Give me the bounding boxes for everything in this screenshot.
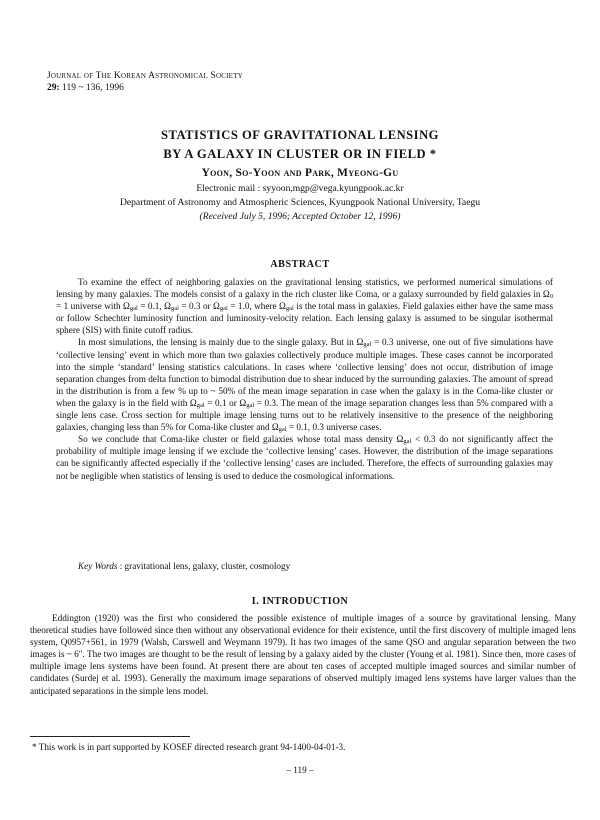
text-run: To examine the effect of neighboring galaxies on the gravitational lensing statistics, we performed numerical simulations of lensing by many galaxies. The models consist of a galaxy in the rich cluster like Coma, or a galaxy surrounded by field galaxies in Ω	[56, 277, 553, 300]
title-line-2	[0, 145, 600, 164]
received-dates: (Received July 5, 1996; Accepted October 12, 1996)	[199, 211, 401, 222]
abstract-body	[56, 276, 553, 482]
subscript: gal	[219, 305, 228, 313]
section-heading-introduction: I. INTRODUCTION	[251, 596, 349, 607]
subscript: gal	[278, 426, 287, 434]
subscript: gal	[403, 438, 412, 446]
abstract-heading: ABSTRACT	[270, 259, 330, 270]
footnote-rule	[30, 736, 190, 737]
footnote: * This work is in part supported by KOSEF directed research grant 94-1400-04-01-3.	[32, 742, 346, 752]
journal-volume: 29:	[47, 83, 60, 93]
text-run: = 0.3 or Ω	[178, 301, 220, 312]
journal-header	[47, 70, 243, 94]
text-run: So we conclude that Coma-like cluster or field galaxies whose total mass density Ω	[78, 434, 404, 445]
subscript: gal	[129, 305, 138, 313]
title-line-1: STATISTICS OF GRAVITATIONAL LENSING	[161, 128, 439, 142]
paper-title	[0, 126, 600, 164]
journal-citation	[47, 82, 243, 94]
journal-pages: 119 ~ 136, 1996	[62, 83, 124, 93]
subscript: gal	[170, 305, 179, 313]
page-number: – 119 –	[286, 765, 314, 775]
authors: Yoon, So-Yoon and Park, Myeong-Gu	[201, 167, 399, 179]
abstract-paragraph-1	[56, 276, 553, 336]
text-run: = 0.1, Ω	[137, 301, 171, 312]
text-run: = 0.3. The mean of the image separation changes less than 5% compared with a single lens case. Cross section for multiple image lensing turns out to be relatively insensitive to the presence of the neighboring galaxies, changing less than 5% for Coma-like cluster and Ω	[56, 397, 553, 433]
email: Electronic mail : syyoon,mgp@vega.kyungpook.ac.kr	[196, 183, 404, 194]
subscript: gal	[196, 401, 205, 409]
abstract-paragraph-3	[56, 433, 553, 481]
keywords	[78, 561, 290, 571]
introduction-paragraph-1: Eddington (1920) was the first who considered the possible existence of multiple images of a source by gravitational lensing. Many theoretical studies have followed since then without any observational evidence for their existence, until the first discovery of multiple imaged lens system, Q0957+561, in 1979 (Walsh, Carswell and Weymann 1979). It has two images of the same QSO and angular separation between the two images is ~ 6″. The two images are thought to be the result of lensing by a galaxy aided by the cluster (Young et al. 1981). Since then, more cases of multiple image lens systems have been found. At present there are about ten cases of accepted multiple imaged sources and similar number of candidates (Surdej et al. 1993). Generally the maximum image separations of observed multiply imaged lens systems have larger values than the anticipated separations in the simple lens model.	[30, 613, 576, 696]
text-run: = 0.1, 0.3 universe cases.	[286, 422, 382, 433]
abstract-paragraph-2	[56, 336, 553, 433]
title-line-2-text: BY A GALAXY IN CLUSTER OR IN FIELD	[163, 147, 427, 161]
text-run: In most simulations, the lensing is mainly due to the single galaxy. But in Ω	[78, 337, 364, 348]
keywords-text: : gravitational lens, galaxy, cluster, cosmology	[117, 561, 291, 571]
text-run: < 0.3 do not significantly affect the probability of multiple image lensing if we exclude the ‘collective lensing’ cases. However, the distribution of the image separations can be significantly affected especially if the ‘collective lensing’ cases are included. Therefore, the effects of surrounding galaxies may not be negligible when statistics of lensing is used to deduce the cosmological informations.	[56, 434, 553, 481]
text-run: is the total mass in galaxies. Field galaxies either have the same mass or follow Schechter luminosity function and luminosity-velocity relation. Each lensing galaxy is assumed to be singular isothermal sphere (SIS) with finite cutoff radius.	[56, 301, 554, 336]
subscript: 0	[549, 293, 553, 301]
keywords-label: Key Words	[78, 561, 118, 571]
subscript: gal	[285, 305, 294, 313]
subscript: gal	[363, 341, 372, 349]
introduction-body	[30, 612, 576, 697]
affiliation: Department of Astronomy and Atmospheric Sciences, Kyungpook National University, Taegu	[119, 197, 481, 208]
title-footnote-marker: *	[426, 147, 437, 161]
text-run: = 0.3 universe, one out of five simulations have ‘collective lensing’ event in which more than two galaxies collectively produce multiple images. These cases cannot be incorporated into the simple ‘standard’ lensing statistics calculations. In cases where ‘collective lensing’ does not occur, distribution of image separation changes from delta function to bimodal distribution due to shear induced by the surrounding galaxies. The amount of spread in the distribution is from a few % up to ~ 50% of the mean image separation in case when the galaxy is in the Coma-like cluster or when the galaxy is in the field with Ω	[56, 337, 553, 408]
text-run: = 1 universe with Ω	[56, 301, 130, 312]
text-run: = 1.0, where Ω	[227, 301, 286, 312]
journal-name: Journal of The Korean Astronomical Society	[47, 71, 243, 81]
subscript: gal	[246, 401, 255, 409]
text-run: = 0.1 or Ω	[204, 397, 247, 408]
